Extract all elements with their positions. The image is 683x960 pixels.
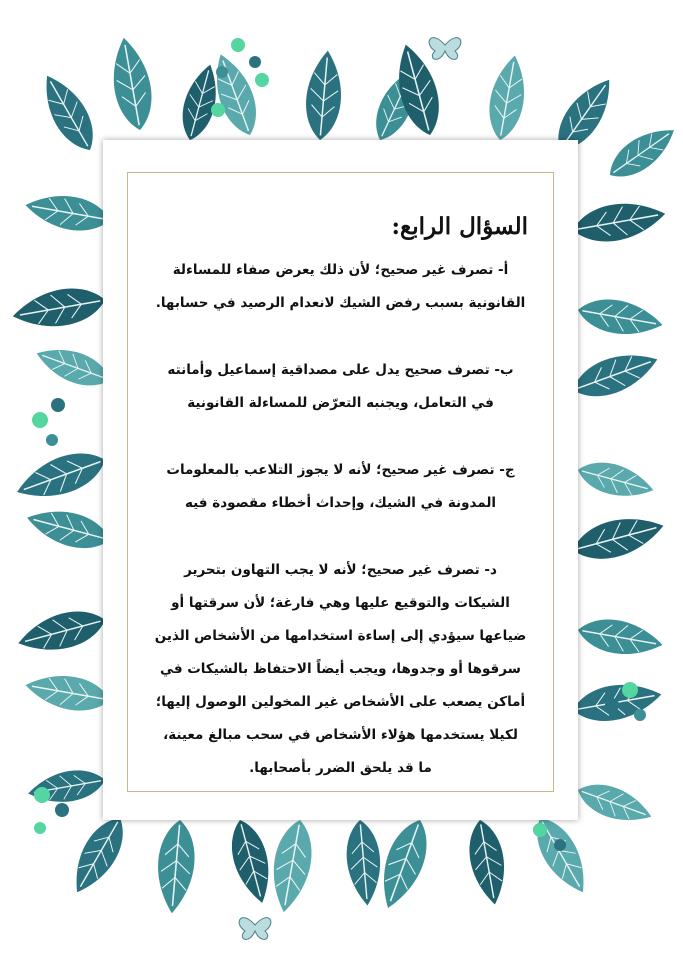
answer-line: أماكن يصعب على الأشخاص غير المخولين الوصول إليها؛ [155, 694, 526, 710]
answer-a [153, 254, 528, 320]
answer-line: المدونة في الشيك، وإحداث أخطاء مقصودة فيه [184, 495, 497, 511]
leaf-cluster-bottom [63, 810, 597, 916]
leaf-cluster-left [10, 189, 115, 809]
answer-line: د- تصرف غير صحيح؛ لأنه لا يجب التهاون بتحرير [184, 562, 497, 578]
answer-content [153, 210, 528, 819]
answer-line: لكيلا يستخدمها هؤلاء الأشخاص في سحب مبالغ معينة، [163, 727, 518, 743]
answer-c [153, 454, 528, 520]
answer-line: القانونية بسبب رفض الشيك لانعدام الرصيد في حسابها. [155, 295, 526, 311]
answer-card [103, 140, 578, 820]
answer-b [153, 354, 528, 420]
answer-line: الشيكات والتوقيع عليها وهي فارغة؛ لأن سرقتها أو [171, 595, 510, 611]
answer-line: في التعامل، ويجنبه التعرّض للمساءلة القانونية [187, 395, 494, 411]
answer-line: سرقوها أو وجدوها، ويجب أيضاً الاحتفاظ بالشيكات في [160, 661, 521, 677]
page-title: السؤال الرابع: [391, 213, 528, 240]
butterfly-icon [239, 918, 271, 940]
butterfly-icon [429, 38, 461, 60]
answer-line: ب- تصرف صحيح يدل على مصداقية إسماعيل وأمانته [167, 362, 514, 378]
leaf-cluster-right [567, 196, 668, 831]
answer-line: أ- تصرف غير صحيح؛ لأن ذلك يعرض صفاء للمساءلة [172, 262, 509, 278]
answer-line: ج- تصرف غير صحيح؛ لأنه لا يجوز التلاعب بالمعلومات [166, 462, 515, 478]
answer-line: ما قد يلحق الضرر بأصحابها. [249, 760, 432, 776]
answer-line: ضياعها سيؤدي إلى إساءة استخدامها من الأشخاص الذين [154, 628, 527, 644]
answer-d [153, 554, 528, 785]
